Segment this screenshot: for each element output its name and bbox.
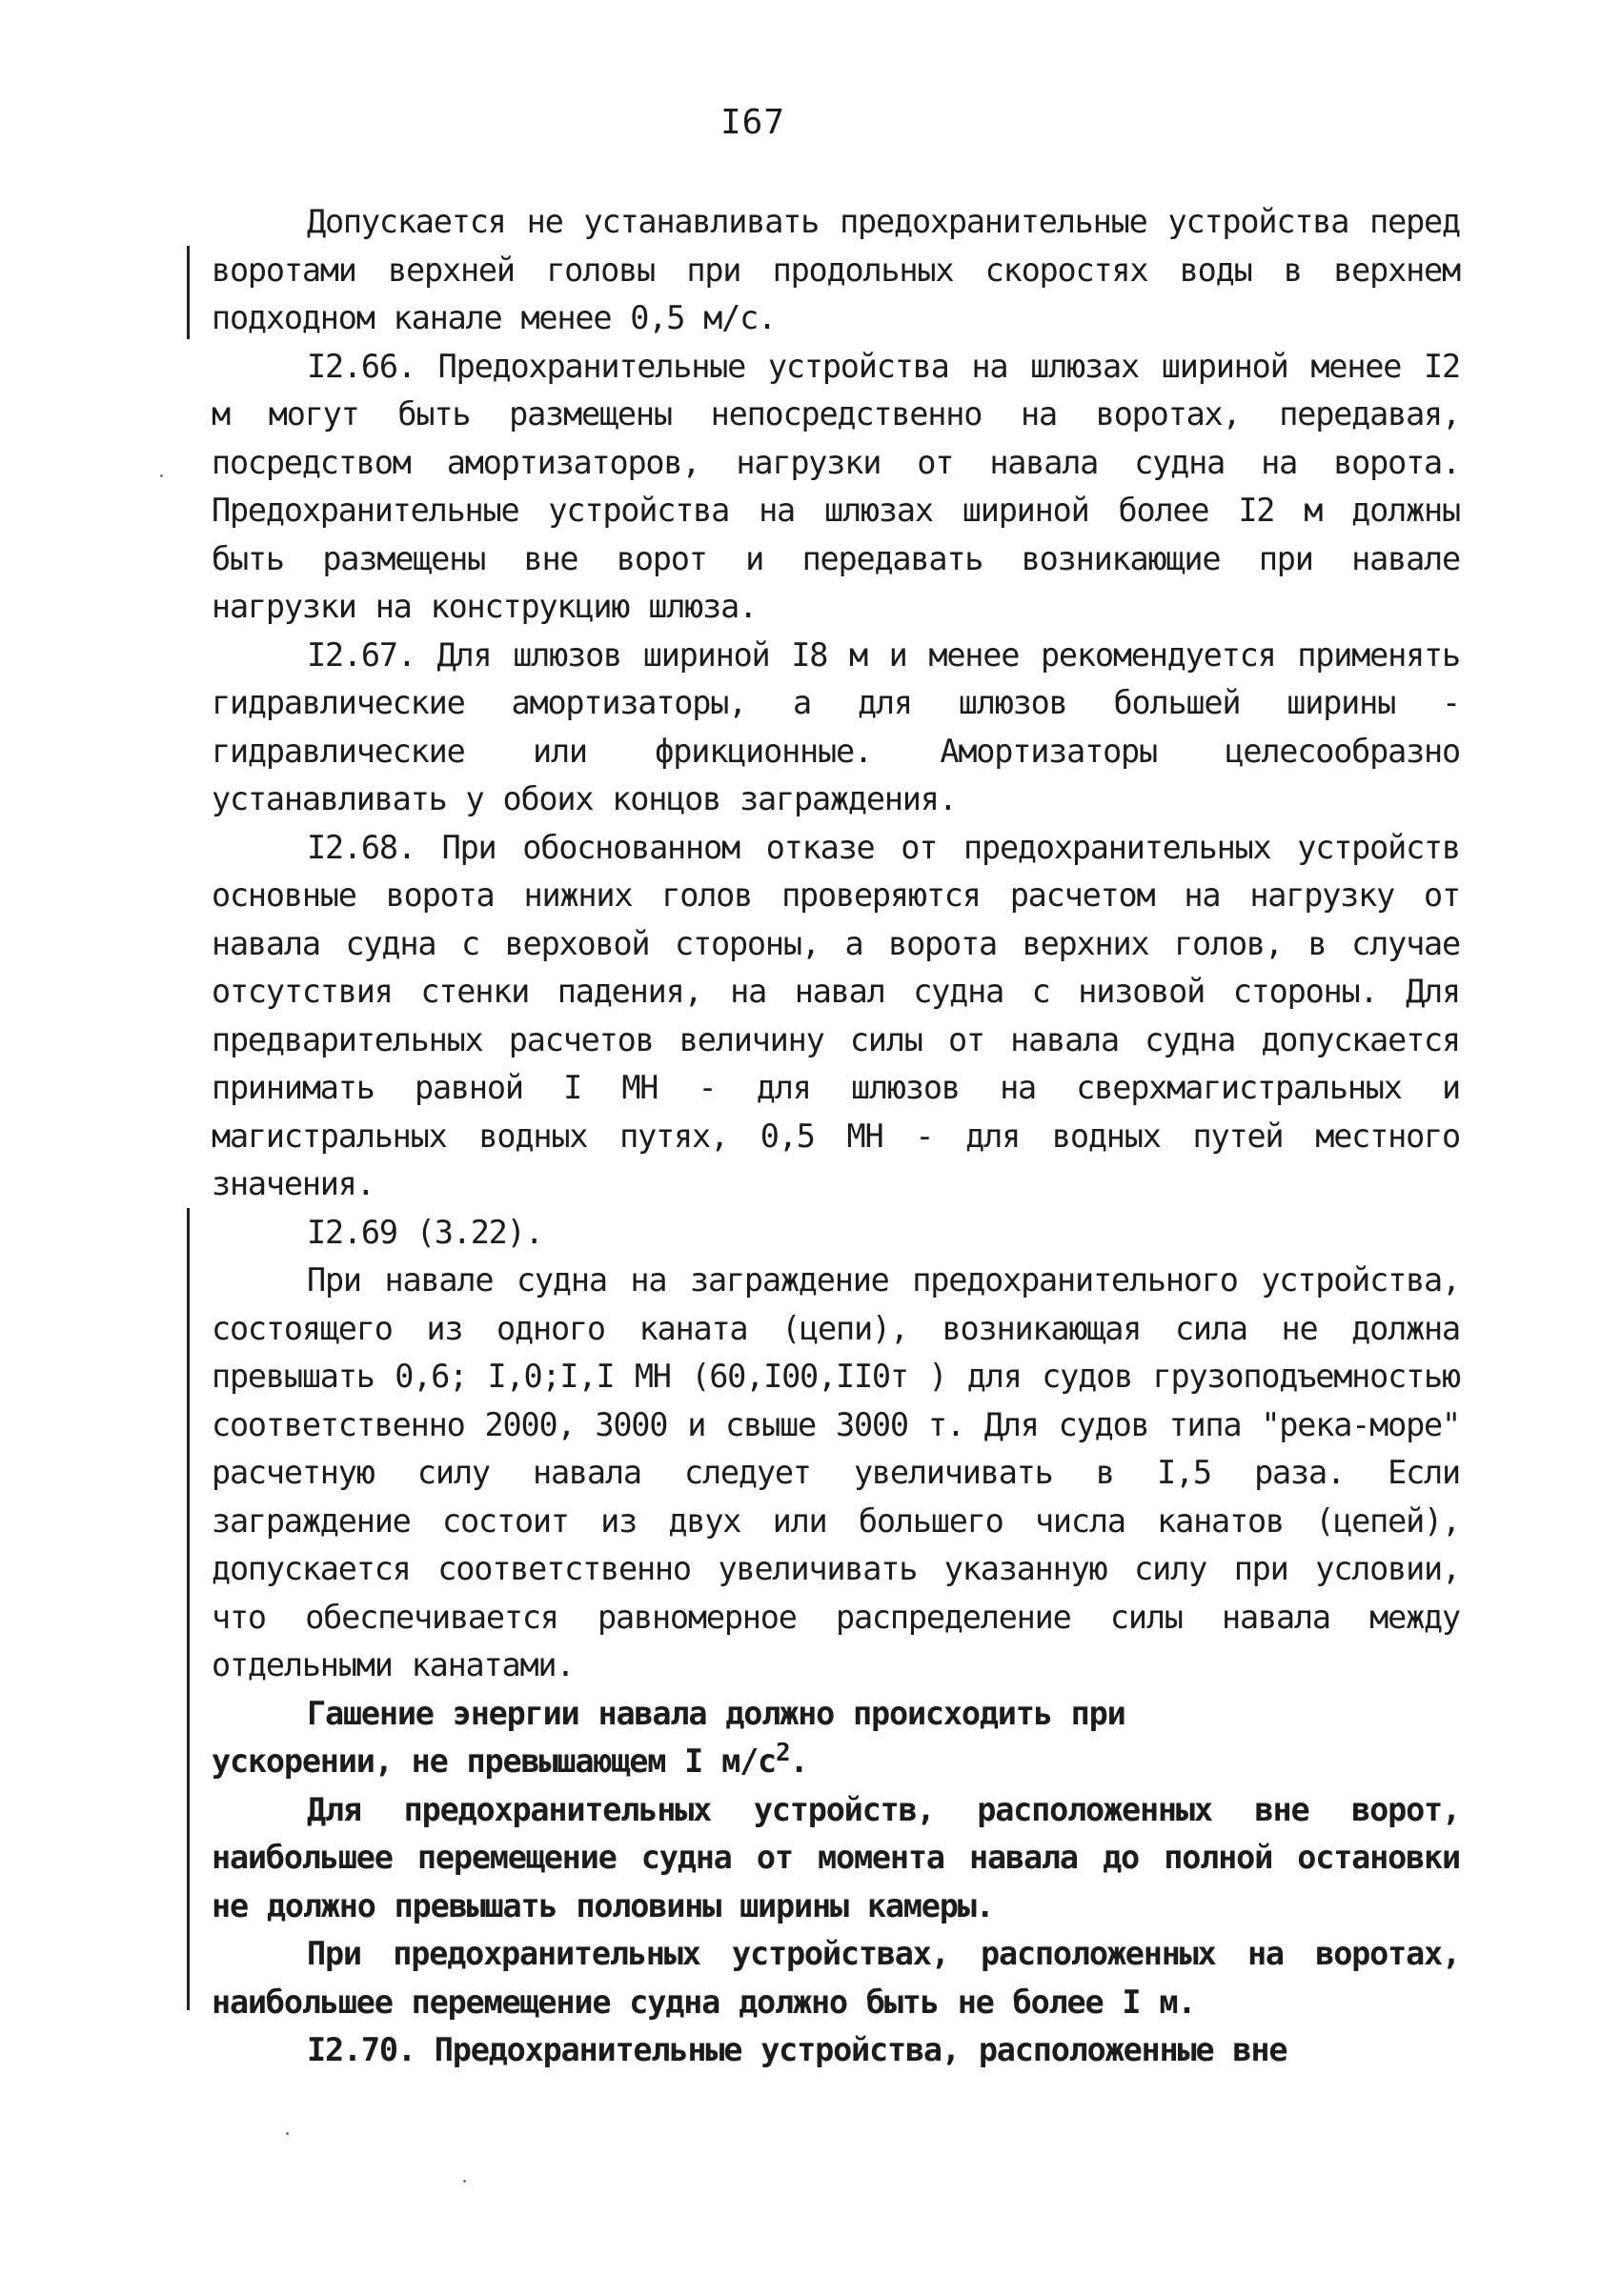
superscript: 2 (776, 1739, 790, 1767)
scan-speck (463, 2180, 466, 2183)
paragraph: Допускается не устанавливать предохранительные устройства перед воротами верхней головы при продольных скоростях воды в верхнем подходном канале менее 0,5 м/с. (212, 203, 1460, 336)
paragraph-energy (212, 1690, 1460, 1786)
document-body (212, 198, 1460, 2075)
paragraph-12-70: I2.70. Предохранительные устройства, расположенные вне (307, 2031, 1287, 2068)
end-period: . (789, 1742, 808, 1780)
energy-text: Гашение энергии навала должно происходить при ускорении, не превышающем I м/с (212, 1694, 1125, 1780)
section-heading-12-69: I2.69 (3.22). (307, 1213, 543, 1251)
scan-speck (160, 474, 163, 477)
paragraph-12-67: I2.67. Для шлюзов шириной I8 м и менее рекомендуется применять гидравлические амортизаторы, а для шлюзов большей ширины - гидравлические или фрикционные. Амортизаторы целесообразно устанавливать у обоих концов заграждения. (212, 635, 1460, 817)
page-number: I67 (719, 103, 786, 142)
paragraph-12-69: При навале судна на заграждение предохранительного устройства, состоящего из одного каната (цепи), возникающая сила не должна превышать 0,6; I,0;I,I МН (60,I00,II0т ) для судов грузоподъемностью соответственно 2000, 3000 и свыше 3000 т. Для судов типа "река-море" расчетную силу навала следует увеличивать в I,5 раза. Если заграждение состоит из двух или большего числа канатов (цепей), допускается соответственно увеличивать указанную силу при условии, что обеспечивается равномерное распределение силы навала между отдельными канатами. (212, 1261, 1460, 1683)
paragraph-displacement-gates: При предохранительных устройствах, расположенных на воротах, наибольшее перемещение судна должно быть не более I м. (212, 1935, 1460, 2021)
scan-speck (286, 2132, 289, 2135)
paragraph-12-68: I2.68. При обоснованном отказе от предохранительных устройств основные ворота нижних голов проверяются расчетом на нагрузку от навала судна с верховой стороны, а ворота верхних голов, в случае отсутствия стенки падения, на навал судна с низовой стороны. Для предварительных расчетов величину силы от навала судна допускается принимать равной I МН - для шлюзов на сверхмагистральных и магистральных водных путях, 0,5 МН - для водных путей местного значения. (212, 828, 1460, 1202)
revision-bar-bottom (187, 1208, 190, 2010)
paragraph-12-66: I2.66. Предохранительные устройства на шлюзах шириной менее I2 м могут быть размещены непосредственно на воротах, передавая, посредством амортизаторов, нагрузки от навала судна на ворота. Предохранительные устройства на шлюзах шириной более I2 м должны быть размещены вне ворот и передавать возникающие при навале нагрузки на конструкцию шлюза. (212, 347, 1460, 625)
revision-bar-top (187, 246, 190, 339)
paragraph-displacement-outside: Для предохранительных устройств, расположенных вне ворот, наибольшее перемещение судна от момента навала до полной остановки не должно превышать половины ширины камеры. (212, 1790, 1460, 1924)
